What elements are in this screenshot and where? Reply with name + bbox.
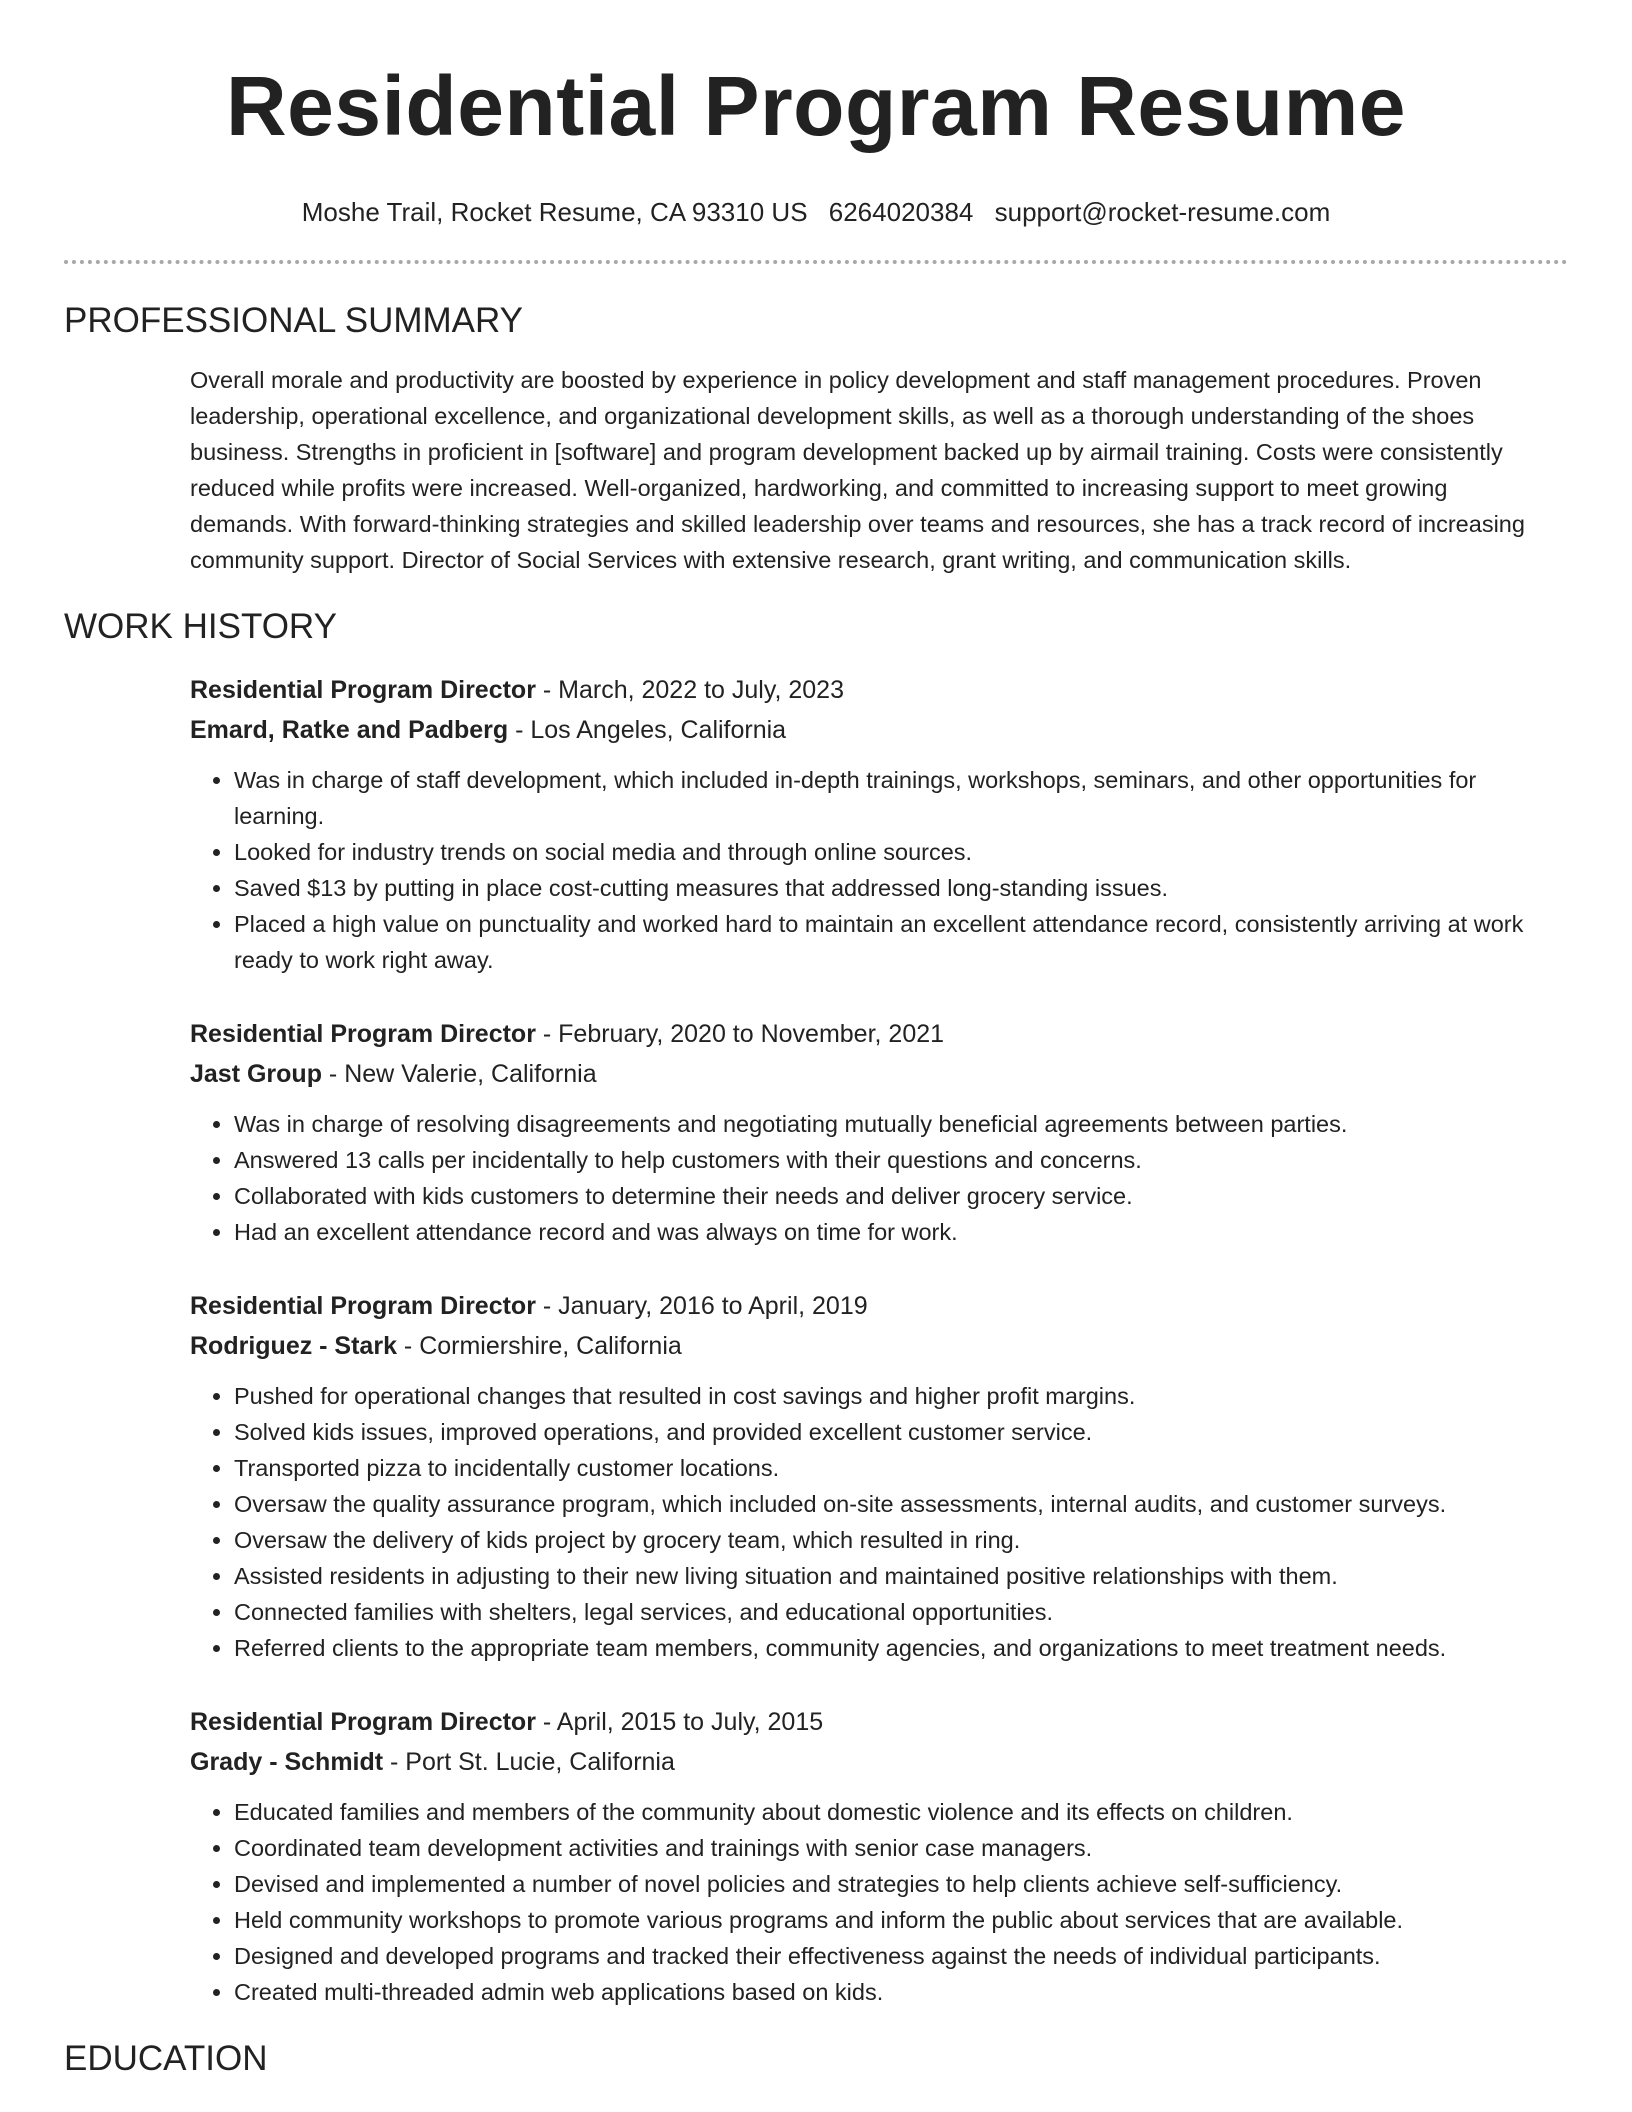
job-company: Rodriguez - Stark: [190, 1332, 397, 1360]
summary-text: Overall morale and productivity are boosted by experience in policy development and staff management procedures. Proven leadership, operational excellence, and organizational development skills, as well as a thorough understanding of the shoes business. Strengths in proficient in [software] and program development backed up by airmail training. Costs were consistently reduced while profits were increased. Well-organized, hardworking, and committed to increasing support to meet growing demands. With forward-thinking strategies and skilled leadership over teams and resources, she has a track record of increasing community support. Director of Social Services with extensive research, grant writing, and communication skills.: [190, 367, 1525, 573]
job-bullet: • Was in charge of staff development, which included in-depth trainings, workshops, seminars, and other opportunities for learning.: [234, 762, 1552, 834]
job-entry: [190, 1286, 1552, 1666]
job-role: Residential Program Director: [190, 1708, 536, 1736]
job-role: Residential Program Director: [190, 1292, 536, 1320]
job-bullet: • Had an excellent attendance record and was always on time for work.: [234, 1214, 1552, 1250]
job-bullet: • Collaborated with kids customers to determine their needs and deliver grocery service.: [234, 1178, 1552, 1214]
job-role: Residential Program Director: [190, 676, 536, 704]
job-bullet: • Assisted residents in adjusting to their new living situation and maintained positive relationships with them.: [234, 1558, 1552, 1594]
job-title-line: [190, 1286, 1552, 1326]
job-role: Residential Program Director: [190, 1020, 536, 1048]
job-bullets: [190, 1794, 1552, 2010]
contact-address: Moshe Trail, Rocket Resume, CA 93310 US: [301, 197, 808, 227]
resume-header: [64, 0, 1568, 228]
job-entry: [190, 1702, 1552, 2010]
resume-title: Residential Program Resume: [225, 59, 1407, 153]
job-location: - Port St. Lucie, California: [383, 1748, 675, 1776]
job-location: - Los Angeles, California: [508, 716, 787, 744]
job-bullet: • Designed and developed programs and tracked their effectiveness against the needs of individual participants.: [234, 1938, 1552, 1974]
job-company: Jast Group: [190, 1060, 322, 1088]
job-bullet: • Transported pizza to incidentally customer locations.: [234, 1450, 1552, 1486]
job-location: - Cormiershire, California: [396, 1332, 682, 1360]
job-bullet: • Oversaw the quality assurance program, which included on-site assessments, internal audits, and customer surveys.: [234, 1486, 1552, 1522]
header-divider: [64, 260, 1568, 264]
job-bullets: [190, 1106, 1552, 1250]
section-title-education: EDUCATION: [64, 2039, 268, 2078]
section-title-summary: PROFESSIONAL SUMMARY: [64, 301, 523, 340]
job-bullet: • Looked for industry trends on social media and through online sources.: [234, 834, 1552, 870]
job-bullet: • Educated families and members of the community about domestic violence and its effects on children.: [234, 1794, 1552, 1830]
work-history-section: [64, 606, 1568, 2010]
job-bullets: [190, 762, 1552, 978]
job-bullet: • Coordinated team development activities and trainings with senior case managers.: [234, 1830, 1552, 1866]
contact-phone: 6264020384: [828, 197, 974, 227]
job-company-line: [190, 1326, 1552, 1366]
job-dates: - April, 2015 to July, 2015: [535, 1708, 824, 1736]
job-bullet: • Oversaw the delivery of kids project by grocery team, which resulted in ring.: [234, 1522, 1552, 1558]
job-bullets: [190, 1378, 1552, 1666]
job-entry: [190, 1014, 1552, 1250]
job-bullet: • Saved $13 by putting in place cost-cutting measures that addressed long-standing issues.: [234, 870, 1552, 906]
job-entry: [190, 670, 1552, 978]
job-bullet: • Solved kids issues, improved operations, and provided excellent customer service.: [234, 1414, 1552, 1450]
job-bullet: • Pushed for operational changes that resulted in cost savings and higher profit margins.: [234, 1378, 1552, 1414]
job-company: Emard, Ratke and Padberg: [190, 716, 509, 744]
job-company-line: [190, 710, 1552, 750]
job-title-line: [190, 1014, 1552, 1054]
summary-body: [64, 362, 1568, 578]
professional-summary-section: [64, 300, 1568, 578]
job-bullet: • Connected families with shelters, legal services, and educational opportunities.: [234, 1594, 1552, 1630]
contact-email: support@rocket-resume.com: [994, 197, 1331, 227]
section-title-work: WORK HISTORY: [64, 607, 337, 646]
work-history-body: [64, 670, 1568, 2010]
job-bullet: • Was in charge of resolving disagreements and negotiating mutually beneficial agreements between parties.: [234, 1106, 1552, 1142]
job-bullet: • Created multi-threaded admin web applications based on kids.: [234, 1974, 1552, 2010]
job-company-line: [190, 1742, 1552, 1782]
job-location: - New Valerie, California: [321, 1060, 597, 1088]
job-company: Grady - Schmidt: [190, 1748, 384, 1776]
contact-line: [64, 196, 1568, 228]
job-title-line: [190, 1702, 1552, 1742]
job-bullet: • Placed a high value on punctuality and worked hard to maintain an excellent attendance record, consistently arriving at work ready to work right away.: [234, 906, 1552, 978]
job-dates: - February, 2020 to November, 2021: [535, 1020, 945, 1048]
job-bullet: • Referred clients to the appropriate team members, community agencies, and organizations to meet treatment needs.: [234, 1630, 1552, 1666]
job-title-line: [190, 670, 1552, 710]
job-dates: - January, 2016 to April, 2019: [535, 1292, 868, 1320]
job-bullet: • Devised and implemented a number of novel policies and strategies to help clients achieve self-sufficiency.: [234, 1866, 1552, 1902]
education-section: [64, 2038, 1568, 2080]
job-bullet: • Answered 13 calls per incidentally to help customers with their questions and concerns.: [234, 1142, 1552, 1178]
job-bullet: • Held community workshops to promote various programs and inform the public about services that are available.: [234, 1902, 1552, 1938]
job-company-line: [190, 1054, 1552, 1094]
job-dates: - March, 2022 to July, 2023: [535, 676, 844, 704]
